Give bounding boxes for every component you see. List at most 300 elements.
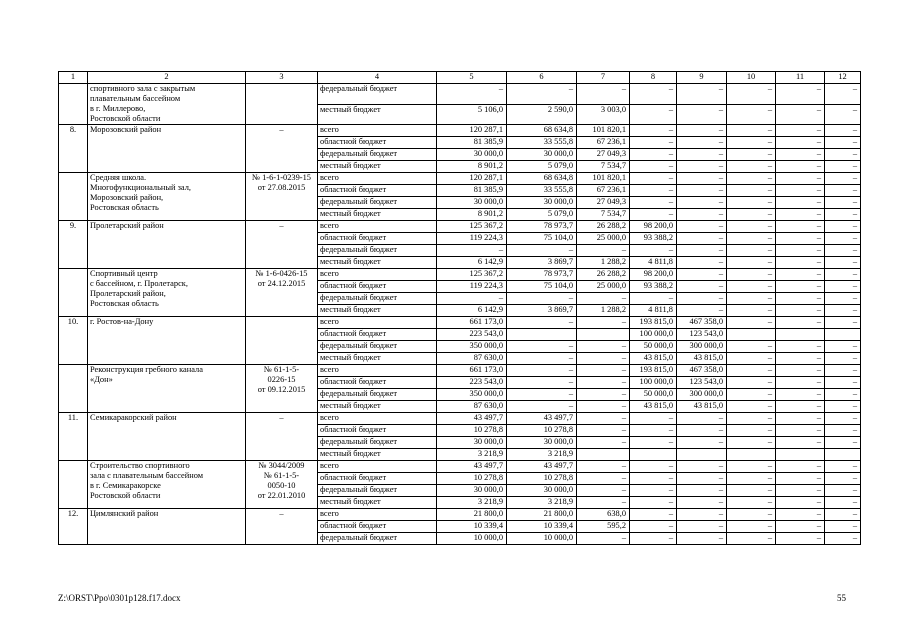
amount-cell: –: [677, 245, 727, 257]
amount-cell: –: [825, 245, 861, 257]
funding-source: федеральный бюджет: [318, 533, 437, 545]
funding-source: областной бюджет: [318, 425, 437, 437]
amount-cell: –: [677, 521, 727, 533]
amount-cell: 223 543,0: [437, 377, 507, 389]
amount-cell: 350 000,0: [437, 341, 507, 353]
header-cell: 12: [825, 72, 861, 84]
amount-cell: –: [677, 269, 727, 281]
amount-cell: 30 000,0: [507, 149, 577, 161]
amount-cell: 3 869,7: [507, 305, 577, 317]
amount-cell: 595,2: [577, 521, 630, 533]
amount-cell: 7 534,7: [577, 209, 630, 221]
amount-cell: –: [507, 365, 577, 377]
document-ref: [246, 317, 318, 365]
amount-cell: 43 497,7: [507, 461, 577, 473]
amount-cell: 67 236,1: [577, 137, 630, 149]
row-number: [59, 365, 88, 413]
amount-cell: –: [776, 461, 825, 473]
amount-cell: –: [577, 317, 630, 329]
amount-cell: –: [577, 389, 630, 401]
amount-cell: –: [825, 257, 861, 269]
amount-cell: –: [577, 461, 630, 473]
funding-source: федеральный бюджет: [318, 341, 437, 353]
amount-cell: 98 200,0: [630, 269, 677, 281]
amount-cell: –: [776, 149, 825, 161]
amount-cell: –: [677, 509, 727, 521]
amount-cell: 5 079,0: [507, 161, 577, 173]
amount-cell: –: [825, 84, 861, 105]
amount-cell: –: [727, 461, 776, 473]
amount-cell: –: [677, 137, 727, 149]
amount-cell: –: [776, 485, 825, 497]
amount-cell: –: [776, 353, 825, 365]
amount-cell: –: [727, 353, 776, 365]
table-row: [59, 317, 861, 329]
amount-cell: –: [776, 437, 825, 449]
amount-cell: 43 497,7: [437, 461, 507, 473]
amount-cell: 93 388,2: [630, 233, 677, 245]
amount-cell: –: [727, 317, 776, 329]
amount-cell: 30 000,0: [507, 197, 577, 209]
amount-cell: –: [825, 209, 861, 221]
table-row: [59, 413, 861, 425]
document-ref: –: [246, 125, 318, 173]
amount-cell: –: [630, 209, 677, 221]
amount-cell: 43 815,0: [630, 401, 677, 413]
amount-cell: –: [677, 233, 727, 245]
amount-cell: –: [776, 401, 825, 413]
header-cell: 10: [727, 72, 776, 84]
amount-cell: –: [630, 473, 677, 485]
amount-cell: 4 811,8: [630, 305, 677, 317]
amount-cell: –: [677, 293, 727, 305]
amount-cell: –: [727, 485, 776, 497]
amount-cell: 75 104,0: [507, 281, 577, 293]
funding-source: всего: [318, 269, 437, 281]
object-name: Цимлянский район: [88, 509, 246, 545]
row-number: 10.: [59, 317, 88, 365]
amount-cell: –: [727, 521, 776, 533]
amount-cell: –: [825, 161, 861, 173]
amount-cell: 3 218,9: [507, 449, 577, 461]
amount-cell: –: [825, 485, 861, 497]
amount-cell: 120 287,1: [437, 173, 507, 185]
amount-cell: –: [677, 84, 727, 105]
amount-cell: –: [825, 473, 861, 485]
amount-cell: –: [677, 305, 727, 317]
amount-cell: –: [825, 437, 861, 449]
amount-cell: –: [727, 389, 776, 401]
amount-cell: –: [677, 125, 727, 137]
amount-cell: 21 800,0: [507, 509, 577, 521]
amount-cell: –: [727, 401, 776, 413]
table-body: [59, 72, 861, 545]
amount-cell: 467 358,0: [677, 365, 727, 377]
amount-cell: –: [630, 497, 677, 509]
funding-source: местный бюджет: [318, 449, 437, 461]
amount-cell: 3 218,9: [437, 449, 507, 461]
amount-cell: –: [677, 185, 727, 197]
amount-cell: 10 278,8: [507, 473, 577, 485]
row-number: 9.: [59, 221, 88, 269]
amount-cell: –: [677, 485, 727, 497]
amount-cell: 21 800,0: [437, 509, 507, 521]
funding-source: федеральный бюджет: [318, 389, 437, 401]
amount-cell: 101 820,1: [577, 125, 630, 137]
amount-cell: –: [727, 437, 776, 449]
amount-cell: 27 049,3: [577, 197, 630, 209]
amount-cell: –: [825, 509, 861, 521]
amount-cell: –: [776, 377, 825, 389]
amount-cell: –: [776, 197, 825, 209]
funding-source: всего: [318, 317, 437, 329]
amount-cell: 223 543,0: [437, 329, 507, 341]
amount-cell: 300 000,0: [677, 389, 727, 401]
amount-cell: 33 555,8: [507, 137, 577, 149]
amount-cell: –: [507, 293, 577, 305]
object-name: Средняя школа. Многофункциональный зал, Морозовский район, Ростовская область: [88, 173, 246, 221]
amount-cell: [825, 449, 861, 461]
footer-file-path: Z:\ORST\Ppo\0301p128.f17.docx: [58, 593, 181, 603]
funding-source: всего: [318, 125, 437, 137]
object-name: Морозовский район: [88, 125, 246, 173]
amount-cell: 93 388,2: [630, 281, 677, 293]
amount-cell: –: [677, 533, 727, 545]
amount-cell: –: [577, 353, 630, 365]
amount-cell: –: [507, 401, 577, 413]
header-cell: 1: [59, 72, 88, 84]
funding-source: областной бюджет: [318, 233, 437, 245]
amount-cell: 30 000,0: [437, 197, 507, 209]
amount-cell: 8 901,2: [437, 209, 507, 221]
amount-cell: [727, 329, 776, 341]
amount-cell: –: [630, 533, 677, 545]
amount-cell: 30 000,0: [437, 485, 507, 497]
amount-cell: 26 288,2: [577, 221, 630, 233]
amount-cell: 43 815,0: [677, 353, 727, 365]
amount-cell: –: [727, 509, 776, 521]
amount-cell: –: [776, 245, 825, 257]
amount-cell: 43 815,0: [630, 353, 677, 365]
header-cell: 6: [507, 72, 577, 84]
amount-cell: –: [677, 413, 727, 425]
funding-source: всего: [318, 365, 437, 377]
amount-cell: –: [776, 221, 825, 233]
amount-cell: 467 358,0: [677, 317, 727, 329]
amount-cell: –: [630, 425, 677, 437]
amount-cell: 5 106,0: [437, 104, 507, 125]
amount-cell: –: [437, 293, 507, 305]
funding-source: областной бюджет: [318, 329, 437, 341]
amount-cell: –: [825, 365, 861, 377]
amount-cell: –: [825, 281, 861, 293]
amount-cell: –: [507, 317, 577, 329]
amount-cell: –: [776, 341, 825, 353]
amount-cell: 27 049,3: [577, 149, 630, 161]
amount-cell: –: [577, 413, 630, 425]
funding-source: федеральный бюджет: [318, 245, 437, 257]
amount-cell: 30 000,0: [507, 485, 577, 497]
amount-cell: –: [630, 104, 677, 125]
table-row: [59, 461, 861, 473]
amount-cell: –: [776, 233, 825, 245]
funding-source: местный бюджет: [318, 161, 437, 173]
amount-cell: 119 224,3: [437, 233, 507, 245]
funding-source: федеральный бюджет: [318, 197, 437, 209]
amount-cell: –: [630, 413, 677, 425]
amount-cell: –: [727, 473, 776, 485]
amount-cell: –: [727, 377, 776, 389]
amount-cell: –: [727, 413, 776, 425]
amount-cell: –: [825, 341, 861, 353]
amount-cell: 98 200,0: [630, 221, 677, 233]
amount-cell: –: [507, 353, 577, 365]
document-ref: № 3044/2009 № 61-1-5- 0050-10 от 22.01.2010: [246, 461, 318, 509]
funding-source: всего: [318, 173, 437, 185]
amount-cell: 4 811,8: [630, 257, 677, 269]
amount-cell: [630, 449, 677, 461]
amount-cell: –: [630, 509, 677, 521]
amount-cell: –: [577, 473, 630, 485]
amount-cell: –: [776, 257, 825, 269]
amount-cell: 120 287,1: [437, 125, 507, 137]
amount-cell: 43 497,7: [507, 413, 577, 425]
table-row: [59, 221, 861, 233]
amount-cell: –: [677, 473, 727, 485]
amount-cell: –: [825, 185, 861, 197]
row-number: [59, 461, 88, 509]
funding-source: областной бюджет: [318, 137, 437, 149]
table-row: [59, 365, 861, 377]
header-cell: 7: [577, 72, 630, 84]
amount-cell: –: [677, 281, 727, 293]
funding-source: местный бюджет: [318, 497, 437, 509]
amount-cell: [577, 449, 630, 461]
amount-cell: –: [825, 413, 861, 425]
amount-cell: –: [577, 533, 630, 545]
amount-cell: –: [677, 161, 727, 173]
amount-cell: 123 543,0: [677, 377, 727, 389]
amount-cell: 661 173,0: [437, 365, 507, 377]
amount-cell: –: [437, 84, 507, 105]
funding-source: федеральный бюджет: [318, 149, 437, 161]
amount-cell: –: [437, 245, 507, 257]
amount-cell: –: [677, 149, 727, 161]
amount-cell: –: [677, 197, 727, 209]
amount-cell: 68 634,8: [507, 125, 577, 137]
amount-cell: –: [727, 257, 776, 269]
amount-cell: –: [776, 533, 825, 545]
budget-table: [58, 71, 861, 545]
amount-cell: –: [825, 533, 861, 545]
amount-cell: –: [727, 425, 776, 437]
amount-cell: 350 000,0: [437, 389, 507, 401]
amount-cell: –: [630, 197, 677, 209]
amount-cell: –: [825, 125, 861, 137]
amount-cell: –: [577, 377, 630, 389]
row-number: 8.: [59, 125, 88, 173]
funding-source: местный бюджет: [318, 353, 437, 365]
amount-cell: 10 000,0: [437, 533, 507, 545]
amount-cell: –: [630, 521, 677, 533]
funding-source: всего: [318, 413, 437, 425]
amount-cell: –: [507, 377, 577, 389]
amount-cell: 10 278,8: [437, 425, 507, 437]
amount-cell: 3 218,9: [507, 497, 577, 509]
amount-cell: –: [577, 485, 630, 497]
funding-source: всего: [318, 509, 437, 521]
amount-cell: –: [727, 269, 776, 281]
amount-cell: 7 534,7: [577, 161, 630, 173]
amount-cell: –: [825, 401, 861, 413]
amount-cell: 68 634,8: [507, 173, 577, 185]
amount-cell: 5 079,0: [507, 209, 577, 221]
header-row: [59, 72, 861, 84]
amount-cell: 661 173,0: [437, 317, 507, 329]
amount-cell: 638,0: [577, 509, 630, 521]
amount-cell: –: [677, 461, 727, 473]
amount-cell: –: [825, 221, 861, 233]
object-name: Семикаракорский район: [88, 413, 246, 461]
amount-cell: –: [677, 104, 727, 125]
amount-cell: 3 869,7: [507, 257, 577, 269]
amount-cell: –: [727, 365, 776, 377]
amount-cell: –: [630, 137, 677, 149]
amount-cell: 125 367,2: [437, 221, 507, 233]
amount-cell: –: [776, 305, 825, 317]
funding-source: федеральный бюджет: [318, 437, 437, 449]
document-ref: –: [246, 413, 318, 461]
amount-cell: –: [507, 84, 577, 105]
amount-cell: 119 224,3: [437, 281, 507, 293]
amount-cell: [507, 329, 577, 341]
row-number: 12.: [59, 509, 88, 545]
amount-cell: 81 385,9: [437, 137, 507, 149]
amount-cell: –: [776, 365, 825, 377]
amount-cell: –: [776, 413, 825, 425]
funding-source: областной бюджет: [318, 473, 437, 485]
amount-cell: –: [825, 461, 861, 473]
amount-cell: 8 901,2: [437, 161, 507, 173]
funding-source: местный бюджет: [318, 401, 437, 413]
amount-cell: –: [825, 104, 861, 125]
amount-cell: –: [825, 521, 861, 533]
amount-cell: –: [727, 125, 776, 137]
amount-cell: 10 339,4: [507, 521, 577, 533]
table-row: [59, 173, 861, 185]
amount-cell: 193 815,0: [630, 365, 677, 377]
amount-cell: –: [776, 293, 825, 305]
amount-cell: [776, 329, 825, 341]
amount-cell: [776, 449, 825, 461]
amount-cell: 50 000,0: [630, 341, 677, 353]
amount-cell: –: [776, 425, 825, 437]
amount-cell: –: [825, 377, 861, 389]
funding-source: областной бюджет: [318, 377, 437, 389]
amount-cell: 100 000,0: [630, 377, 677, 389]
amount-cell: –: [630, 461, 677, 473]
amount-cell: –: [727, 233, 776, 245]
amount-cell: –: [776, 269, 825, 281]
funding-source: федеральный бюджет: [318, 485, 437, 497]
amount-cell: –: [630, 437, 677, 449]
amount-cell: 43 497,7: [437, 413, 507, 425]
amount-cell: –: [776, 317, 825, 329]
amount-cell: 78 973,7: [507, 221, 577, 233]
document-ref: № 61-1-5- 0226-15 от 09.12.2015: [246, 365, 318, 413]
amount-cell: –: [825, 389, 861, 401]
table-row: [59, 509, 861, 521]
amount-cell: –: [727, 197, 776, 209]
amount-cell: 125 367,2: [437, 269, 507, 281]
header-cell: 8: [630, 72, 677, 84]
amount-cell: –: [727, 149, 776, 161]
amount-cell: –: [727, 305, 776, 317]
amount-cell: 78 973,7: [507, 269, 577, 281]
amount-cell: –: [577, 437, 630, 449]
funding-source: федеральный бюджет: [318, 293, 437, 305]
header-cell: 4: [318, 72, 437, 84]
amount-cell: –: [776, 209, 825, 221]
amount-cell: –: [630, 185, 677, 197]
amount-cell: [577, 329, 630, 341]
amount-cell: –: [825, 497, 861, 509]
amount-cell: 25 000,0: [577, 281, 630, 293]
amount-cell: 10 339,4: [437, 521, 507, 533]
amount-cell: –: [727, 209, 776, 221]
amount-cell: 300 000,0: [677, 341, 727, 353]
amount-cell: –: [630, 161, 677, 173]
funding-source: местный бюджет: [318, 305, 437, 317]
amount-cell: –: [577, 425, 630, 437]
amount-cell: –: [825, 233, 861, 245]
amount-cell: –: [825, 425, 861, 437]
amount-cell: –: [776, 173, 825, 185]
amount-cell: –: [825, 293, 861, 305]
funding-source: областной бюджет: [318, 521, 437, 533]
amount-cell: –: [825, 173, 861, 185]
amount-cell: –: [776, 137, 825, 149]
amount-cell: –: [577, 293, 630, 305]
amount-cell: –: [507, 341, 577, 353]
funding-source: всего: [318, 461, 437, 473]
amount-cell: –: [727, 281, 776, 293]
amount-cell: [727, 449, 776, 461]
object-name: Реконструкция гребного канала «Дон»: [88, 365, 246, 413]
amount-cell: –: [507, 245, 577, 257]
amount-cell: –: [677, 173, 727, 185]
amount-cell: –: [825, 197, 861, 209]
header-cell: 3: [246, 72, 318, 84]
object-name: Спортивный центр с бассейном, г. Пролетарск, Пролетарский район, Ростовская область: [88, 269, 246, 317]
amount-cell: –: [507, 389, 577, 401]
amount-cell: –: [825, 137, 861, 149]
funding-source: областной бюджет: [318, 185, 437, 197]
amount-cell: 193 815,0: [630, 317, 677, 329]
amount-cell: 100 000,0: [630, 329, 677, 341]
funding-source: местный бюджет: [318, 257, 437, 269]
document-ref: [246, 84, 318, 125]
row-number: [59, 269, 88, 317]
amount-cell: [677, 449, 727, 461]
amount-cell: –: [825, 317, 861, 329]
funding-source: местный бюджет: [318, 209, 437, 221]
amount-cell: –: [776, 509, 825, 521]
amount-cell: 26 288,2: [577, 269, 630, 281]
amount-cell: –: [677, 257, 727, 269]
table-row: [59, 84, 861, 105]
funding-source: федеральный бюджет: [318, 84, 437, 105]
